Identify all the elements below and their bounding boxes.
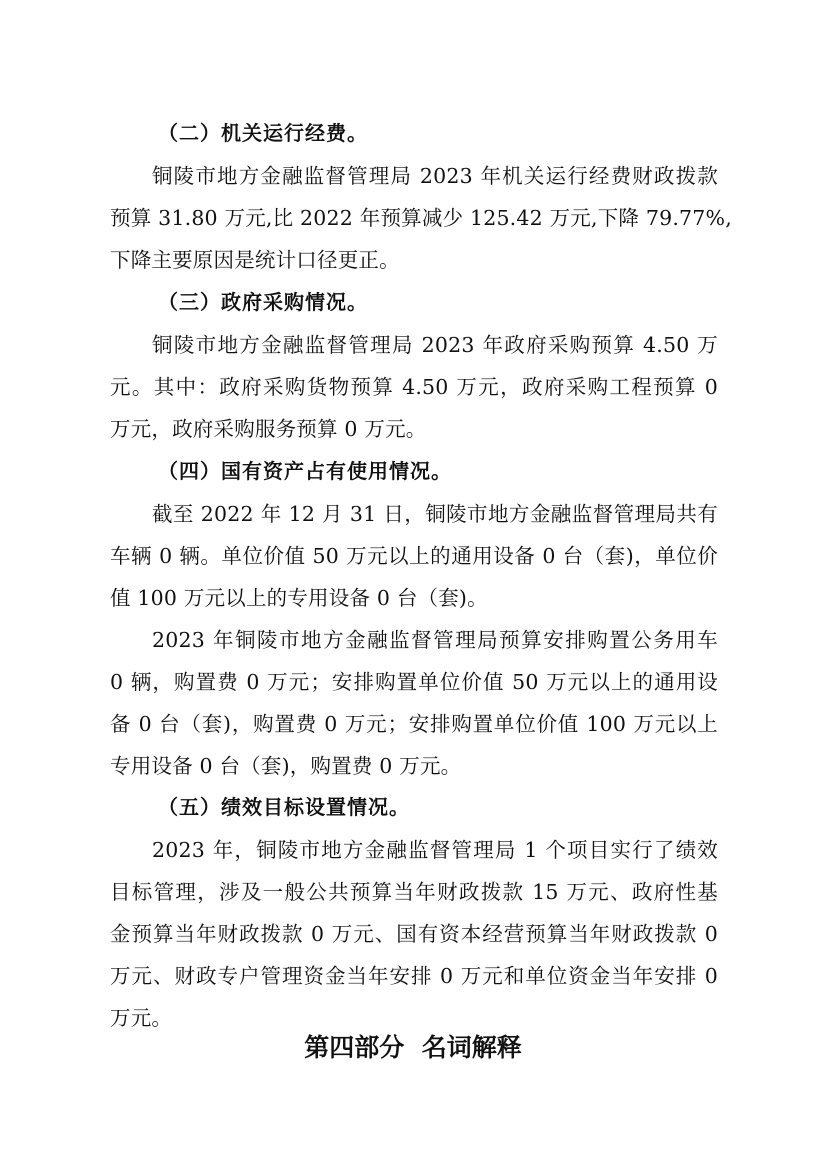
paragraph-line: 2023 年铜陵市地方金融监督管理局预算安排购置公务用车 — [152, 628, 718, 652]
paragraph-line: 目标管理，涉及一般公共预算当年财政拨款 15 万元、政府性基 — [110, 880, 718, 904]
paragraph-line: 万元，政府采购服务预算 0 万元。 — [110, 417, 427, 441]
section-heading-government-procurement: （三）政府采购情况。 — [158, 290, 368, 314]
section-heading-performance-targets: （五）绩效目标设置情况。 — [158, 795, 410, 819]
section-heading-state-assets: （四）国有资产占有使用情况。 — [158, 459, 452, 483]
paragraph-line: 铜陵市地方金融监督管理局 2023 年政府采购预算 4.50 万 — [152, 333, 718, 357]
paragraph-line: 万元。 — [110, 1006, 173, 1030]
part-four-title: 第四部分 名词解释 — [304, 1033, 522, 1062]
paragraph-line: 0 辆，购置费 0 万元；安排购置单位价值 50 万元以上的通用设 — [110, 670, 718, 694]
paragraph-line: 预算 31.80 万元,比 2022 年预算减少 125.42 万元,下降 79.77%, — [110, 206, 732, 230]
paragraph-line: 金预算当年财政拨款 0 万元、国有资本经营预算当年财政拨款 0 — [110, 922, 718, 946]
paragraph-line: 2023 年，铜陵市地方金融监督管理局 1 个项目实行了绩效 — [152, 838, 718, 862]
paragraph-line: 下降主要原因是统计口径更正。 — [110, 248, 400, 272]
paragraph-line: 万元、财政专户管理资金当年安排 0 万元和单位资金当年安排 0 — [110, 964, 718, 988]
paragraph-line: 元。其中：政府采购货物预算 4.50 万元，政府采购工程预算 0 — [110, 375, 718, 399]
paragraph-line: 铜陵市地方金融监督管理局 2023 年机关运行经费财政拨款 — [152, 164, 718, 188]
paragraph-line: 车辆 0 辆。单位价值 50 万元以上的通用设备 0 台（套)，单位价 — [110, 544, 718, 568]
paragraph-line: 值 100 万元以上的专用设备 0 台（套)。 — [110, 586, 488, 610]
paragraph-line: 备 0 台（套)，购置费 0 万元；安排购置单位价值 100 万元以上 — [110, 712, 718, 736]
paragraph-line: 截至 2022 年 12 月 31 日，铜陵市地方金融监督管理局共有 — [152, 502, 718, 526]
paragraph-line: 专用设备 0 台（套)，购置费 0 万元。 — [110, 754, 462, 778]
section-heading-operating-expenses: （二）机关运行经费。 — [158, 121, 368, 145]
